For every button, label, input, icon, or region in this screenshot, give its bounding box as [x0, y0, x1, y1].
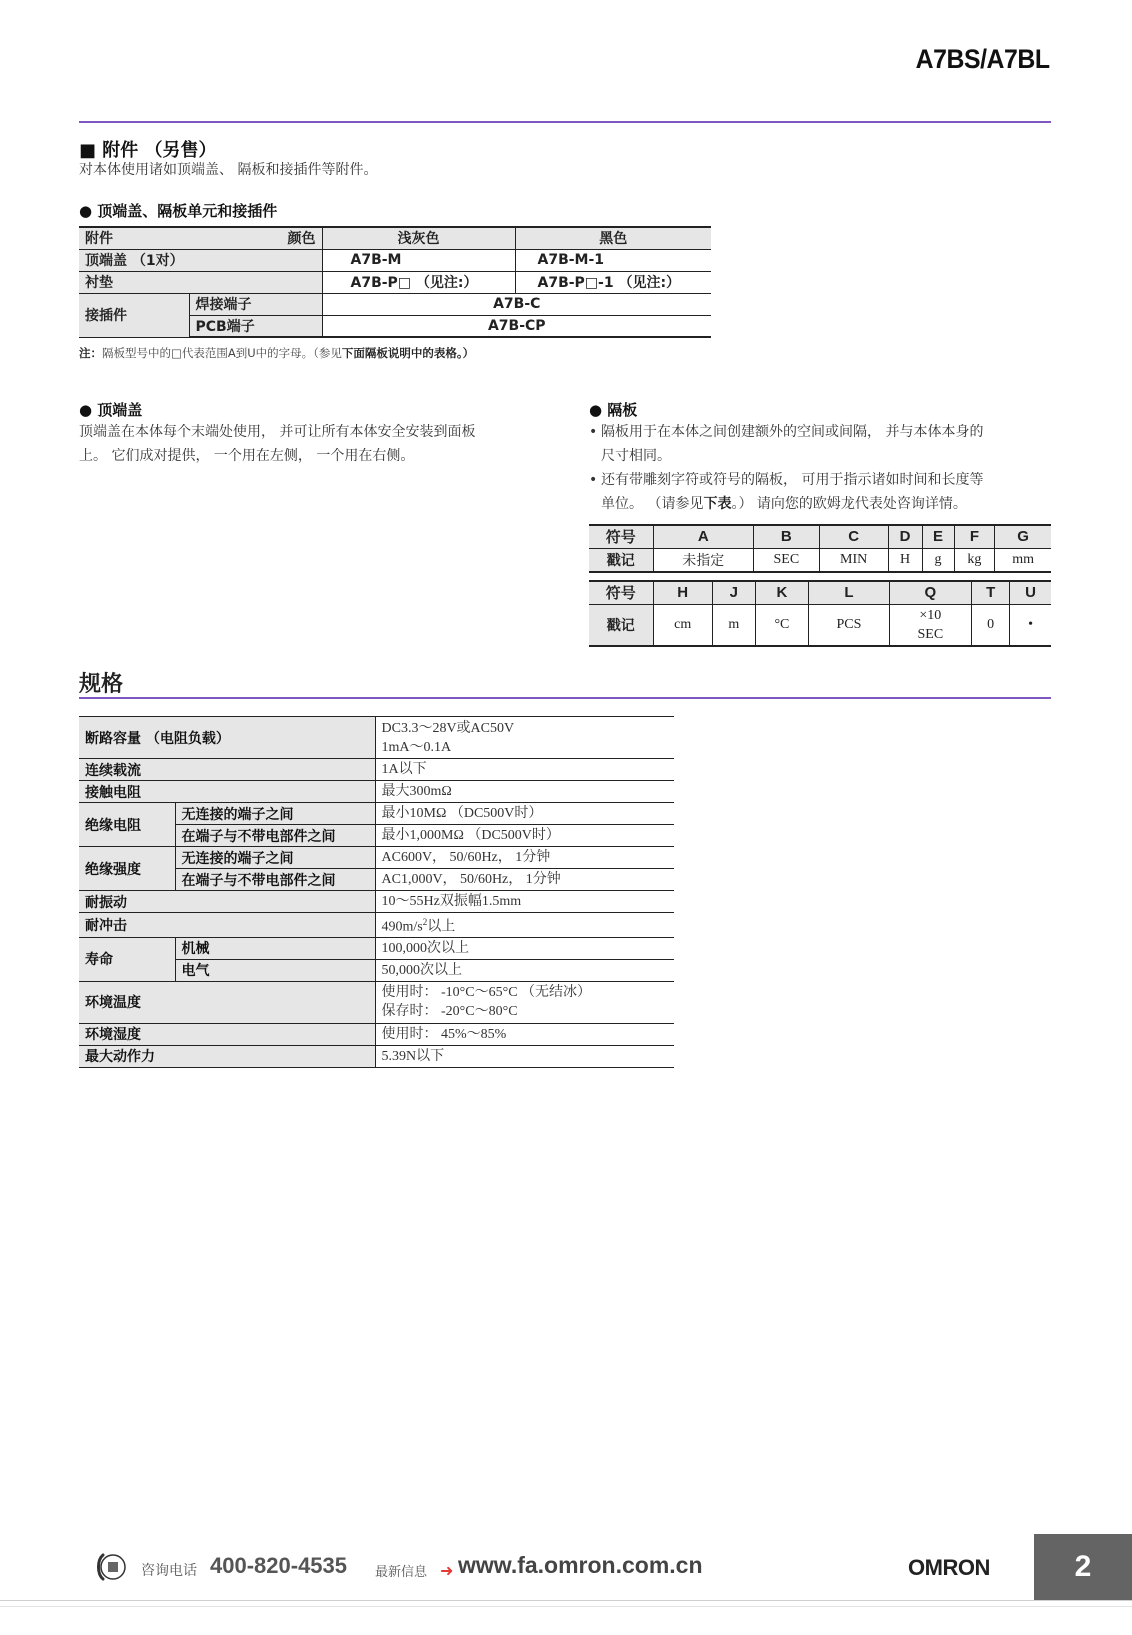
- table-header-row: [79, 227, 711, 249]
- bullet-text: 隔板用于在本体之间创建额外的空间或间隔， 并与本体本身的: [601, 424, 984, 440]
- document-title: A7BS/A7BL: [916, 44, 1050, 74]
- cell-light-gray: A7B-P□ （见注:）: [322, 271, 515, 293]
- symbol-cell: T: [972, 581, 1010, 604]
- marking-cell: PCS: [809, 604, 889, 646]
- table-row: [79, 271, 711, 293]
- spec-label: 耐振动: [79, 891, 375, 913]
- symbol-row: [589, 581, 1051, 604]
- symbol-label: 符号: [589, 525, 653, 548]
- marking-row: [589, 604, 1051, 646]
- accessories-table: [79, 226, 711, 338]
- marking-cell: SEC: [754, 548, 820, 572]
- latest-info-label: 最新信息: [375, 1565, 428, 1580]
- spec-row: [79, 1023, 674, 1045]
- phone-icon: [94, 1552, 128, 1582]
- marking-label: 戳记: [589, 548, 653, 572]
- symbol-cell: J: [712, 581, 755, 604]
- spec-label: 环境温度: [79, 981, 375, 1023]
- spec-sublabel: 在端子与不带电部件之间: [175, 869, 375, 891]
- marking-cell: kg: [954, 548, 995, 572]
- spec-label: 最大动作力: [79, 1045, 375, 1067]
- marking-cell: MIN: [819, 548, 888, 572]
- note-label: 注：: [79, 346, 102, 360]
- cell-black: A7B-M-1: [515, 249, 711, 271]
- divider-bullets: [589, 420, 1059, 516]
- spec-value: 100,000次以上: [375, 937, 674, 959]
- marking-cell: H: [888, 548, 922, 572]
- symbol-cell: E: [922, 525, 954, 548]
- end-cover-text: [79, 420, 475, 468]
- symbol-cell: B: [754, 525, 820, 548]
- arrow-right-icon: ➜: [440, 1561, 454, 1580]
- accessories-intro: 对本体使用诸如顶端盖、 隔板和接插件等附件。: [79, 162, 378, 178]
- marking-cell: cm: [653, 604, 712, 646]
- divider-heading: ● 隔板: [589, 401, 638, 419]
- marking-row: [589, 548, 1051, 572]
- symbol-cell: G: [995, 525, 1051, 548]
- bullet-dot-icon: •: [589, 424, 598, 440]
- marking-cell: •: [1010, 604, 1051, 646]
- spec-value: 1A以下: [375, 759, 674, 781]
- header-divider: [79, 121, 1051, 123]
- marking-cell: mm: [995, 548, 1051, 572]
- spec-row: [79, 1045, 674, 1067]
- specs-heading: 规格: [79, 672, 124, 697]
- marking-label: 戳记: [589, 604, 653, 646]
- spec-value: 最小10MΩ （DC500V时）: [375, 803, 674, 825]
- symbol-row: [589, 525, 1051, 548]
- table-row: [79, 249, 711, 271]
- spec-row: [79, 981, 674, 1023]
- col-item-label: 附件: [85, 231, 113, 248]
- spec-sublabel: 电气: [175, 959, 375, 981]
- spec-sublabel: 机械: [175, 937, 375, 959]
- spec-value: AC1,000V， 50/60Hz， 1分钟: [375, 869, 674, 891]
- spec-label: 环境湿度: [79, 1023, 375, 1045]
- spec-value: 10～55Hz双振幅1.5mm: [375, 891, 674, 913]
- spec-label: 连续载流: [79, 759, 375, 781]
- connector-model: A7B-CP: [322, 315, 711, 337]
- bullet-item-cont: [589, 444, 1059, 468]
- accessories-note: [79, 345, 474, 361]
- spec-row: [79, 913, 674, 938]
- symbol-cell: F: [954, 525, 995, 548]
- omron-logo: OMRON: [908, 1555, 990, 1580]
- accessories-heading: ■ 附件 （另售）: [79, 140, 217, 161]
- row-label: 顶端盖 （1对）: [79, 249, 322, 271]
- spec-value: 5.39N以下: [375, 1045, 674, 1067]
- spec-value: 最大300mΩ: [375, 781, 674, 803]
- end-cover-line2: 上。 它们成对提供， 一个用在左侧， 一个用在右侧。: [79, 448, 415, 464]
- spec-value: 最小1,000MΩ （DC500V时）: [375, 825, 674, 847]
- divider-marking-table-1: [589, 524, 1051, 573]
- spec-value: 使用时： -10°C～65°C （无结冰） 保存时： -20°C～80°C: [375, 981, 674, 1023]
- end-cover-heading: ● 顶端盖: [79, 401, 143, 419]
- consult-label: 咨询电话: [141, 1563, 197, 1579]
- spec-row: [79, 937, 674, 959]
- spec-label: 寿命: [79, 937, 175, 981]
- bullet-item-cont: [589, 492, 1059, 516]
- cell-light-gray: A7B-M: [322, 249, 515, 271]
- symbol-cell: U: [1010, 581, 1051, 604]
- bullet-item: [589, 468, 1059, 492]
- spec-value: DC3.3～28V或AC50V 1mA～0.1A: [375, 717, 674, 759]
- specs-divider: [79, 697, 1051, 699]
- symbol-cell: Q: [889, 581, 971, 604]
- symbol-cell: L: [809, 581, 889, 604]
- spec-label: 耐冲击: [79, 913, 375, 938]
- col-black: 黑色: [515, 227, 711, 249]
- note-bold-text: 下面隔板说明中的表格。）: [341, 346, 475, 360]
- bullet-text: 单位。 （请参见下表。） 请向您的欧姆龙代表处咨询详情。: [601, 496, 967, 512]
- accessories-subheading: ● 顶端盖、隔板单元和接插件: [79, 202, 278, 220]
- footer-divider: [0, 1606, 1132, 1607]
- website-link[interactable]: www.fa.omron.com.cn: [458, 1552, 703, 1578]
- connector-model: A7B-C: [322, 293, 711, 315]
- marking-cell: m: [712, 604, 755, 646]
- marking-cell: 0: [972, 604, 1010, 646]
- spec-value: AC600V， 50/60Hz， 1分钟: [375, 847, 674, 869]
- header-item-color: [79, 227, 322, 249]
- marking-cell: °C: [755, 604, 809, 646]
- divider-marking-table-2: [589, 580, 1051, 647]
- page-number: 2: [1034, 1534, 1132, 1600]
- col-light-gray: 浅灰色: [322, 227, 515, 249]
- symbol-cell: C: [819, 525, 888, 548]
- marking-cell: g: [922, 548, 954, 572]
- bullet-text: 尺寸相同。: [601, 448, 671, 464]
- bullet-text: 还有带雕刻字符或符号的隔板， 可用于指示诸如时间和长度等: [601, 472, 984, 488]
- phone-number[interactable]: 400-820-4535: [210, 1553, 348, 1578]
- spec-label: 断路容量 （电阻负载）: [79, 717, 375, 759]
- symbol-cell: A: [653, 525, 754, 548]
- symbol-cell: K: [755, 581, 809, 604]
- symbol-label: 符号: [589, 581, 653, 604]
- specs-table: [79, 716, 674, 1068]
- spec-sublabel: 无连接的端子之间: [175, 847, 375, 869]
- symbol-cell: H: [653, 581, 712, 604]
- spec-value: 50,000次以上: [375, 959, 674, 981]
- cell-black: A7B-P□-1 （见注:）: [515, 271, 711, 293]
- marking-cell: ×10 SEC: [889, 604, 971, 646]
- spec-label: 接触电阻: [79, 781, 375, 803]
- symbol-cell: D: [888, 525, 922, 548]
- marking-cell: 未指定: [653, 548, 754, 572]
- spec-row: [79, 759, 674, 781]
- spec-row: [79, 803, 674, 825]
- spec-value: 使用时： 45%～85%: [375, 1023, 674, 1045]
- spec-row: [79, 891, 674, 913]
- table-row: [79, 293, 711, 315]
- col-color-label: 颜色: [287, 231, 316, 248]
- bullet-item: [589, 420, 1059, 444]
- connector-label: 接插件: [79, 293, 189, 337]
- end-cover-line1: 顶端盖在本体每个末端处使用， 并可让所有本体安全安装到面板: [79, 424, 476, 440]
- spec-label: 绝缘强度: [79, 847, 175, 891]
- row-label: 衬垫: [79, 271, 322, 293]
- connector-sub: 焊接端子: [189, 293, 322, 315]
- footer-divider: [0, 1600, 1132, 1601]
- spec-row: [79, 717, 674, 759]
- note-text: 隔板型号中的□代表范围A到U中的字母。（参见: [102, 346, 342, 360]
- spec-sublabel: 无连接的端子之间: [175, 803, 375, 825]
- spec-sublabel: 在端子与不带电部件之间: [175, 825, 375, 847]
- connector-sub: PCB端子: [189, 315, 322, 337]
- bullet-dot-icon: •: [589, 472, 598, 488]
- spec-row: [79, 781, 674, 803]
- spec-row: [79, 847, 674, 869]
- spec-label: 绝缘电阻: [79, 803, 175, 847]
- spec-value: $490m/s^2$以上: [375, 913, 674, 938]
